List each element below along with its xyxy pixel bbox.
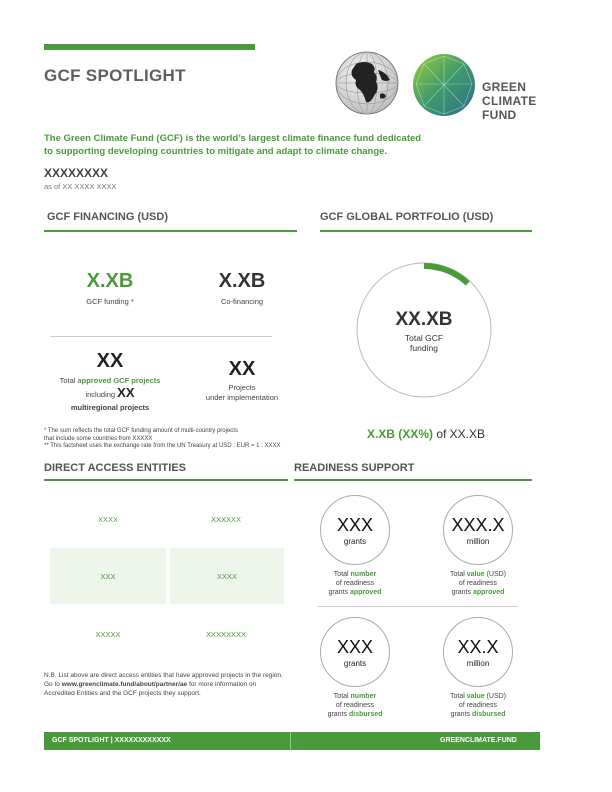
note-post: for more information on Accredited Entities and the GCF projects they support. xyxy=(44,681,257,697)
caption-highlight: approved xyxy=(472,589,505,596)
approved-projects-label-green: approved GCF projects xyxy=(77,376,161,385)
portfolio-section-title: GCF GLOBAL PORTFOLIO (USD) xyxy=(320,211,494,223)
donut-share-arc xyxy=(424,266,468,283)
approved-grants-caption xyxy=(308,570,402,597)
disbursed-grants-caption xyxy=(308,692,402,719)
logo-wordmark xyxy=(482,80,537,122)
caption-text: grants xyxy=(451,589,473,596)
direct-access-section-title: DIRECT ACCESS ENTITIES xyxy=(44,462,186,474)
note-pre: N.B. List above are direct access entities that have approved projects in the region. Go to xyxy=(44,672,283,688)
caption-highlight: disbursed xyxy=(471,711,506,718)
cofinancing-label: Co-financing xyxy=(220,297,264,306)
financing-section-rule xyxy=(44,230,297,232)
caption-highlight: number xyxy=(350,571,377,578)
logo-line: FUND xyxy=(482,108,517,122)
multiregional-value: XX xyxy=(117,385,135,400)
entity-item: XXX xyxy=(50,548,166,604)
caption-highlight: value xyxy=(466,693,485,700)
entity-item: XXXXXXXX xyxy=(205,629,247,639)
entity-item: XXXX xyxy=(97,514,118,524)
caption-highlight: disbursed xyxy=(348,711,383,718)
multiregional-label: multiregional projects xyxy=(70,403,150,412)
caption-highlight: number xyxy=(350,693,377,700)
portfolio-center-label-2: funding xyxy=(410,343,438,353)
disbursed-amount-unit: million xyxy=(466,658,490,668)
gcf-funding-value: X.XB xyxy=(86,270,134,292)
entity-item: XXXXXX xyxy=(210,514,241,524)
portfolio-center-value: XX.XB xyxy=(395,309,453,330)
caption-highlight: approved xyxy=(349,589,382,596)
logo-line: GREEN xyxy=(482,80,527,94)
portfolio-center-label xyxy=(374,333,474,353)
caption-text: of readiness xyxy=(335,702,375,709)
approved-amount-caption xyxy=(431,570,525,597)
caption-text: Total xyxy=(333,571,351,578)
disbursed-grants-circle xyxy=(320,617,390,687)
approved-grants-value: XXX xyxy=(336,514,374,535)
readiness-section-rule xyxy=(294,479,532,481)
portfolio-section-rule xyxy=(320,230,532,232)
disbursed-grants-unit: grants xyxy=(343,658,367,668)
caption-text: (USD) xyxy=(484,693,507,700)
caption-text: of readiness xyxy=(458,702,498,709)
approved-projects-label-pre: Total xyxy=(59,376,78,385)
approved-amount-unit: million xyxy=(466,536,490,546)
header-accent-bar xyxy=(44,44,255,50)
caption-text: of readiness xyxy=(335,580,375,587)
portfolio-center-label-1: Total GCF xyxy=(404,333,444,343)
multiregional-line xyxy=(40,385,180,400)
disbursed-amount-circle xyxy=(443,617,513,687)
caption-text: Total xyxy=(333,693,351,700)
caption-text: grants xyxy=(327,711,349,718)
caption-text: of readiness xyxy=(458,580,498,587)
financing-section-title: GCF FINANCING (USD) xyxy=(47,211,168,223)
caption-text: (USD) xyxy=(484,571,507,578)
implementation-label-1: Projects xyxy=(228,383,256,392)
financing-divider xyxy=(50,336,272,337)
footnote: that include some countries from XXXXX xyxy=(44,435,153,442)
entity-item: XXXX xyxy=(170,548,284,604)
intro-text: The Green Climate Fund (GCF) is the world’s largest climate finance fund dedicated to supporting developing countries to mitigate and adapt to climate change. xyxy=(44,133,422,157)
caption-text: Total xyxy=(449,571,467,578)
cofinancing-value: X.XB xyxy=(218,270,266,292)
page-title: GCF SPOTLIGHT xyxy=(44,66,186,85)
readiness-section-title: READINESS SUPPORT xyxy=(294,462,415,474)
caption-highlight: value xyxy=(466,571,485,578)
approved-projects-value: XX xyxy=(96,350,124,372)
footnote: * The sum reflects the total GCF funding amount of multi-country projects xyxy=(44,428,238,434)
globe-icon xyxy=(334,50,400,116)
approved-projects-label xyxy=(40,376,180,386)
disbursed-grants-value: XXX xyxy=(336,636,374,657)
approved-amount-circle xyxy=(443,495,513,565)
portfolio-share-line xyxy=(320,427,532,441)
footer-website-link[interactable]: GREENCLIMATE.FUND xyxy=(440,737,517,744)
gcf-funding-label: GCF funding * xyxy=(86,297,134,306)
note-link[interactable]: www.greenclimate.fund/about/partner/ae xyxy=(61,681,188,688)
footnote: ** This factsheet uses the exchange rate from the UN Treasury at USD : EUR = 1 : XXXX xyxy=(44,443,281,449)
readiness-divider xyxy=(318,606,518,607)
direct-access-section-rule xyxy=(44,479,288,481)
as-of-date: as of XX XXXX XXXX xyxy=(44,182,117,191)
implementation-label-2: under implementation xyxy=(205,393,279,402)
implementation-value: XX xyxy=(228,358,256,380)
footer-divider xyxy=(290,732,291,750)
including-label: including xyxy=(85,390,118,399)
caption-text: grants xyxy=(328,589,350,596)
approved-amount-value: XXX.X xyxy=(451,514,505,535)
caption-text: Total xyxy=(449,693,467,700)
entity-item: XXXXX xyxy=(95,629,121,639)
approved-grants-circle xyxy=(320,495,390,565)
portfolio-share-value: X.XB (XX%) xyxy=(366,427,433,441)
region-name: XXXXXXXX xyxy=(44,166,109,180)
caption-text: grants xyxy=(450,711,472,718)
logo-line: CLIMATE xyxy=(482,94,537,108)
portfolio-share-of: of XX.XB xyxy=(432,427,486,441)
disbursed-amount-value: XX.X xyxy=(457,636,499,657)
footer-left-text: GCF SPOTLIGHT | XXXXXXXXXXXX xyxy=(52,737,171,744)
approved-grants-unit: grants xyxy=(343,536,367,546)
direct-access-note xyxy=(44,671,288,698)
financing-footnotes xyxy=(44,428,281,451)
disbursed-amount-caption xyxy=(431,692,525,719)
